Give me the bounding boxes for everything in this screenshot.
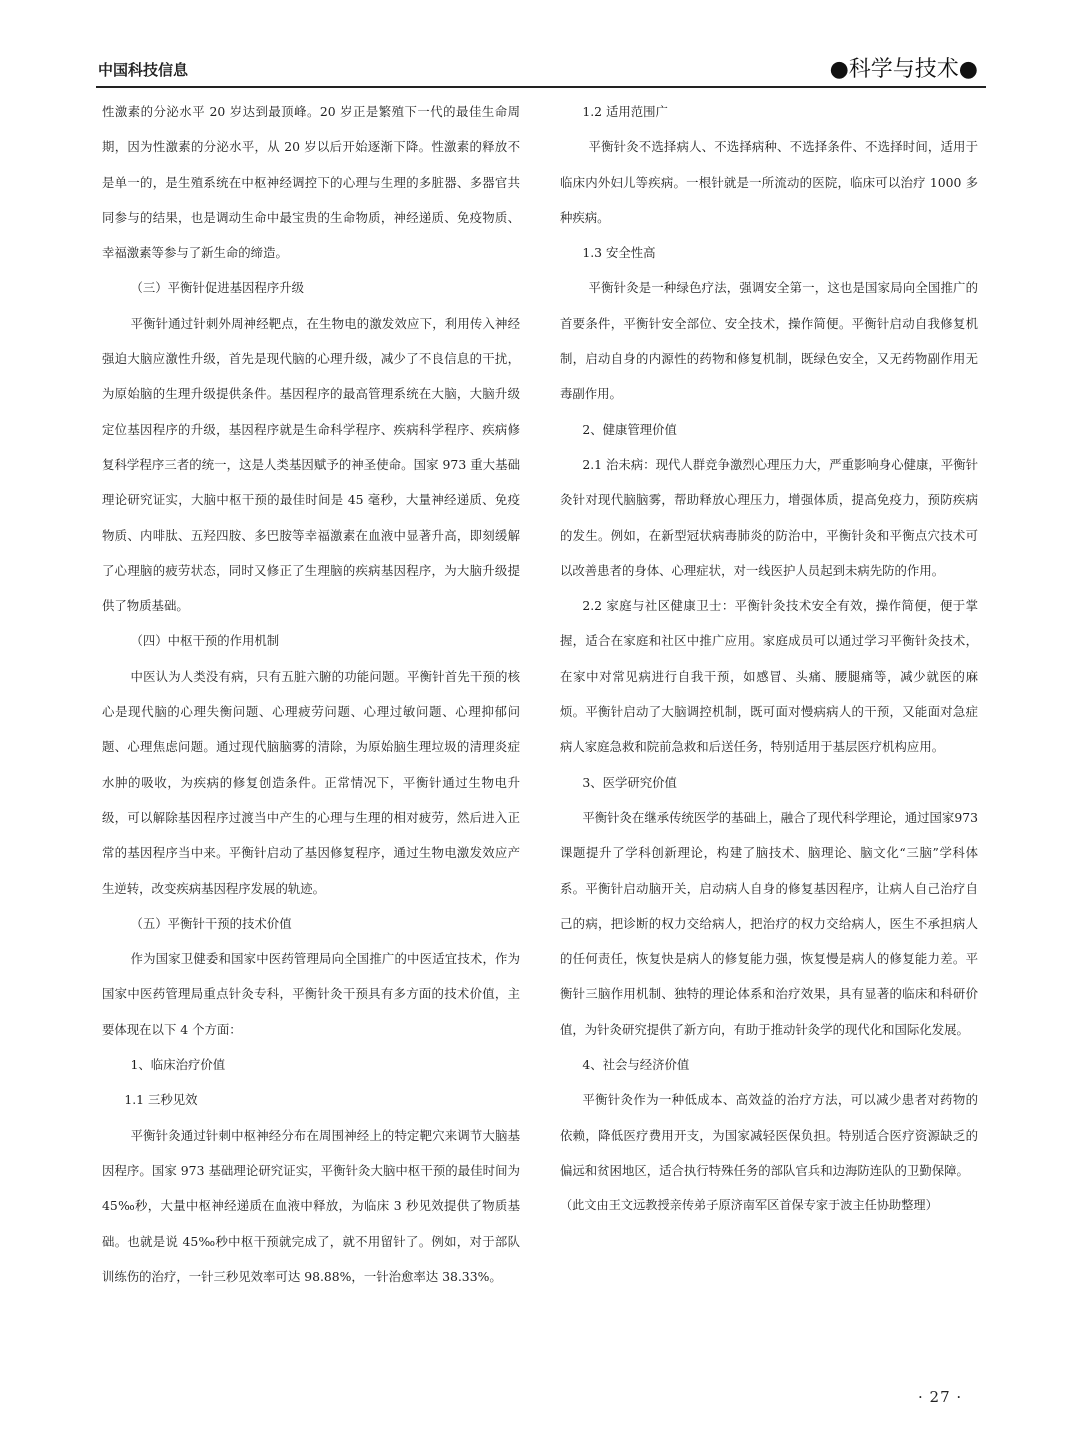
subsection-heading: 3、医学研究价值 <box>582 774 677 790</box>
paragraph: 性激素的分泌水平 20 岁达到最顶峰。20 岁正是繁殖下一代的最佳生命周期，因为性激素的分泌水平，从 20 岁以后开始逐渐下降。性激素的释放不是单一的，是生殖系统在中枢神经调控下的心理与生理的多脏器、多器官共同参与的结果，也是调动生命中最宝贵的生命物质，神经递质、免疫物质、幸福激素等参与了新生命的缔造。 <box>102 104 520 261</box>
section-heading: （三）平衡针促进基因程序升级 <box>130 280 304 296</box>
paragraph: 2.2 家庭与社区健康卫士：平衡针灸技术安全有效，操作简便，便于掌握，适合在家庭和社区中推广应用。家庭成员可以通过学习平衡针灸技术，在家中对常见病进行自我干预，如感冒、头痛、腰腿痛等，减少就医的麻烦。平衡针启动了大脑调控机制，既可面对慢病病人的干预，又能面对急症病人家庭急救和院前急救和后送任务，特别适用于基层医疗机构应用。 <box>560 598 978 755</box>
paragraph: 作为国家卫健委和国家中医药管理局向全国推广的中医适宜技术，作为国家中医药管理局重点针灸专科，平衡针灸干预具有多方面的技术价值，主要体现在以下 4 个方面： <box>102 951 520 1037</box>
article-footnote: （此文由王文远教授亲传弟子原济南军区首保专家于波主任协助整理） <box>560 1198 938 1213</box>
paragraph: 平衡针灸是一种绿色疗法，强调安全第一，这也是国家局向全国推广的首要条件，平衡针安全部位、安全技术，操作简便。平衡针启动自我修复机制，启动自身的内源性的药物和修复机制，既绿色安全，又无药物副作用无毒副作用。 <box>560 280 978 402</box>
paragraph: 平衡针灸不选择病人、不选择病种、不选择条件、不选择时间，适用于临床内外妇儿等疾病。一根针就是一所流动的医院，临床可以治疗 1000 多种疾病。 <box>560 139 978 225</box>
section-heading: （四）中枢干预的作用机制 <box>130 633 280 649</box>
page-header <box>96 52 986 88</box>
paragraph: 平衡针通过针刺外周神经靶点，在生物电的激发效应下，利用传入神经强迫大脑应激性升级，首先是现代脑的心理升级，减少了不良信息的干扰，为原始脑的生理升级提供条件。基因程序的最高管理系统在大脑，大脑升级定位基因程序的升级，基因程序就是生命科学程序、疾病科学程序、疾病修复科学程序三者的统一，这是人类基因赋予的神圣使命。国家 973 重大基础理论研究证实，大脑中枢干预的最佳时间是 45 毫秒，大量神经递质、免疫物质、内啡肽、五羟四胺、多巴胺等幸福激素在血液中显著升高，即刻缓解了心理脑的疲劳状态，同时又修正了生理脑的疾病基因程序，为大脑升级提供了物质基础。 <box>102 315 520 614</box>
section-heading: （五）平衡针干预的技术价值 <box>130 915 292 931</box>
page-number: · 27 · <box>918 1388 963 1406</box>
section-title: ●科学与技术● <box>829 57 978 82</box>
left-column <box>102 94 520 1294</box>
subsection-heading: 1.2 适用范围广 <box>582 104 668 119</box>
subsection-heading: 1.3 安全性高 <box>582 245 656 261</box>
subsection-heading: 4、社会与经济价值 <box>582 1057 690 1073</box>
paragraph: 平衡针灸在继承传统医学的基础上，融合了现代科学理论，通过国家973课题提升了学科创新理论，构建了脑技术、脑理论、脑文化“三脑”学科体系。平衡针启动脑开关，启动病人自身的修复基因程序，让病人自己治疗自己的病，把诊断的权力交给病人，把治疗的权力交给病人，医生不承担病人的任何责任，恢复快是病人的修复能力强，恢复慢是病人的修复能力差。平衡针三脑作用机制、独特的理论体系和治疗效果，具有显著的临床和科研价值，为针灸研究提供了新方向，有助于推动针灸学的现代化和国际化发展。 <box>560 809 978 1037</box>
subsection-heading: 1、临床治疗价值 <box>130 1057 226 1073</box>
journal-title: 中国科技信息 <box>98 61 189 79</box>
paragraph: 2.1 治未病：现代人群竞争激烈心理压力大，严重影响身心健康，平衡针灸针对现代脑脑雾，帮助释放心理压力，增强体质，提高免疫力，预防疾病的发生。例如，在新型冠状病毒肺炎的防治中，平衡针灸和平衡点穴技术可以改善患者的身体、心理症状，对一线医护人员起到未病先防的作用。 <box>560 456 978 578</box>
right-column <box>560 94 978 1224</box>
subsection-heading: 1.1 三秒见效 <box>124 1092 198 1108</box>
subsection-heading: 2、健康管理价值 <box>582 421 677 437</box>
paragraph: 平衡针灸作为一种低成本、高效益的治疗方法，可以减少患者对药物的依赖，降低医疗费用开支，为国家减轻医保负担。特别适合医疗资源缺乏的偏远和贫困地区，适合执行特殊任务的部队官兵和边海防连队的卫勤保障。 <box>560 1092 978 1178</box>
paragraph: 中医认为人类没有病，只有五脏六腑的功能问题。平衡针首先干预的核心是现代脑的心理失衡问题、心理疲劳问题、心理过敏问题、心理抑郁问题、心理焦虑问题。通过现代脑脑雾的清除，为原始脑生理垃圾的清理炎症水肿的吸收，为疾病的修复创造条件。正常情况下，平衡针通过生物电升级，可以解除基因程序过渡当中产生的心理与生理的相对疲劳，然后进入正常的基因程序当中来。平衡针启动了基因修复程序，通过生物电激发效应产生逆转，改变疾病基因程序发展的轨迹。 <box>102 668 520 896</box>
paragraph: 平衡针灸通过针刺中枢神经分布在周围神经上的特定靶穴来调节大脑基因程序。国家 973 基础理论研究证实，平衡针灸大脑中枢干预的最佳时间为 45‰秒，大量中枢神经递质在血液中释放，为临床 3 秒见效提供了物质基础。也就是说 45‰秒中枢干预就完成了，就不用留针了。例如，对于部队训练伤的治疗，一针三秒见效率可达 98.88%，一针治愈率达 38.33%。 <box>102 1127 520 1284</box>
